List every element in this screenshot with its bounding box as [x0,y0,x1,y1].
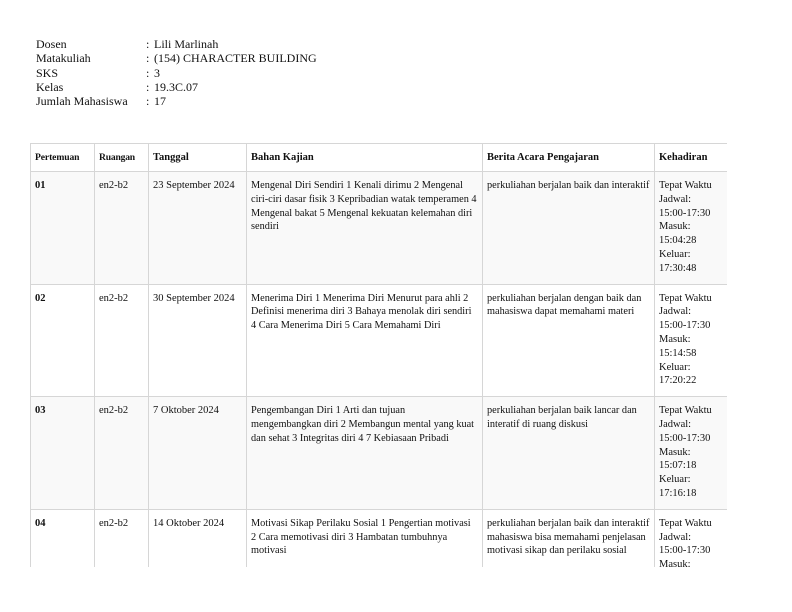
table-row [31,509,728,567]
cell-kehadiran [655,284,728,397]
cell-berita-acara: perkuliahan berjalan dengan baik dan mahasiswa dapat memahami materi [483,284,655,397]
attendance-masuk-label: Masuk: [659,221,691,233]
info-row-sks [36,66,317,80]
info-value-jumlah-mahasiswa: 17 [154,94,166,109]
attendance-jadwal-label: Jadwal: [659,531,692,543]
attendance-masuk-label: Masuk: [659,333,691,345]
table-header [31,144,728,172]
table-body [31,172,728,568]
info-value-sks: 3 [154,65,160,80]
cell-kehadiran [655,397,728,510]
attendance-status: Tepat Waktu [659,292,712,304]
info-separator: : [146,79,150,94]
info-row-jumlah-mahasiswa [36,94,317,108]
cell-bahan-kajian: Motivasi Sikap Perilaku Sosial 1 Pengertian motivasi 2 Cara memotivasi diri 3 Hambatan tumbuhnya motivasi [247,509,483,567]
attendance-jadwal: 15:00-17:30 [659,545,711,557]
attendance-masuk: 15:04:28 [659,235,697,247]
table-row [31,397,728,510]
cell-berita-acara: perkuliahan berjalan baik dan interaktif mahasiswa bisa memahami penjelasan motivasi sikap dan perilaku sosial [483,509,655,567]
table-row [31,284,728,397]
info-value-kelas: 19.3C.07 [154,79,199,94]
info-label: Jumlah Mahasiswa [36,94,128,109]
column-header-ruangan: Ruangan [95,144,149,172]
cell-tanggal: 14 Oktober 2024 [149,509,247,567]
cell-tanggal: 7 Oktober 2024 [149,397,247,510]
attendance-keluar: 17:30:48 [659,262,697,274]
attendance-jadwal-label: Jadwal: [659,193,692,205]
attendance-status: Tepat Waktu [659,180,712,191]
attendance-keluar-label: Keluar: [659,474,691,486]
cell-pertemuan: 03 [31,397,95,510]
cell-kehadiran [655,172,728,285]
info-value-dosen: Lili Marlinah [154,37,219,51]
cell-berita-acara: perkuliahan berjalan baik lancar dan interatif di ruang diskusi [483,397,655,510]
teaching-log-table-wrapper [30,143,727,567]
info-label: SKS [36,65,59,80]
info-separator: : [146,94,150,109]
attendance-masuk-label: Masuk: [659,446,691,458]
attendance-jadwal-label: Jadwal: [659,418,692,430]
cell-bahan-kajian: Mengenal Diri Sendiri 1 Kenali dirimu 2 Mengenal ciri-ciri dasar fisik 3 Kepribadian watak temperamen 4 Mengenal bakat 5 Mengenal kekuatan kelemahan diri sendiri [247,172,483,285]
attendance-masuk: 15:14:58 [659,347,697,359]
cell-ruangan: en2-b2 [95,284,149,397]
teaching-log-table [30,143,727,567]
info-separator: : [146,51,150,66]
table-row [31,172,728,285]
course-info [36,37,317,108]
attendance-status: Tepat Waktu [659,517,712,529]
cell-kehadiran [655,509,728,567]
attendance-masuk-label: Masuk: [659,559,691,567]
cell-tanggal: 23 September 2024 [149,172,247,285]
info-row-kelas [36,80,317,94]
column-header-kehadiran: Kehadiran [655,144,728,172]
info-value-matakuliah: (154) CHARACTER BUILDING [154,51,317,66]
info-label: Kelas [36,79,64,94]
column-header-bahan-kajian: Bahan Kajian [247,144,483,172]
attendance-keluar-label: Keluar: [659,361,691,373]
cell-pertemuan: 02 [31,284,95,397]
cell-pertemuan: 04 [31,509,95,567]
cell-ruangan: en2-b2 [95,397,149,510]
attendance-keluar-label: Keluar: [659,248,691,260]
info-row-dosen [36,37,317,51]
attendance-jadwal: 15:00-17:30 [659,207,711,219]
cell-ruangan: en2-b2 [95,509,149,567]
cell-bahan-kajian: Menerima Diri 1 Menerima Diri Menurut para ahli 2 Definisi menerima diri 3 Bahaya menolak diri sendiri 4 Cara Menerima Diri 5 Cara Memahami Diri [247,284,483,397]
column-header-berita-acara: Berita Acara Pengajaran [483,144,655,172]
column-header-pertemuan: Pertemuan [31,144,95,172]
cell-berita-acara: perkuliahan berjalan baik dan interaktif [483,172,655,285]
attendance-keluar: 17:16:18 [659,487,697,499]
cell-tanggal: 30 September 2024 [149,284,247,397]
info-separator: : [146,37,150,51]
info-label: Dosen [36,37,67,51]
info-row-matakuliah [36,51,317,65]
cell-pertemuan: 01 [31,172,95,285]
column-header-tanggal: Tanggal [149,144,247,172]
info-label: Matakuliah [36,51,91,66]
cell-ruangan: en2-b2 [95,172,149,285]
cell-bahan-kajian: Pengembangan Diri 1 Arti dan tujuan mengembangkan diri 2 Membangun mental yang kuat dan sehat 3 Integritas diri 4 7 Kebiasaan Pribadi [247,397,483,510]
header-row [31,144,728,172]
attendance-status: Tepat Waktu [659,405,712,417]
attendance-keluar: 17:20:22 [659,375,697,387]
info-separator: : [146,65,150,80]
attendance-jadwal: 15:00-17:30 [659,432,711,444]
attendance-jadwal: 15:00-17:30 [659,320,711,332]
attendance-jadwal-label: Jadwal: [659,306,692,318]
attendance-masuk: 15:07:18 [659,460,697,472]
